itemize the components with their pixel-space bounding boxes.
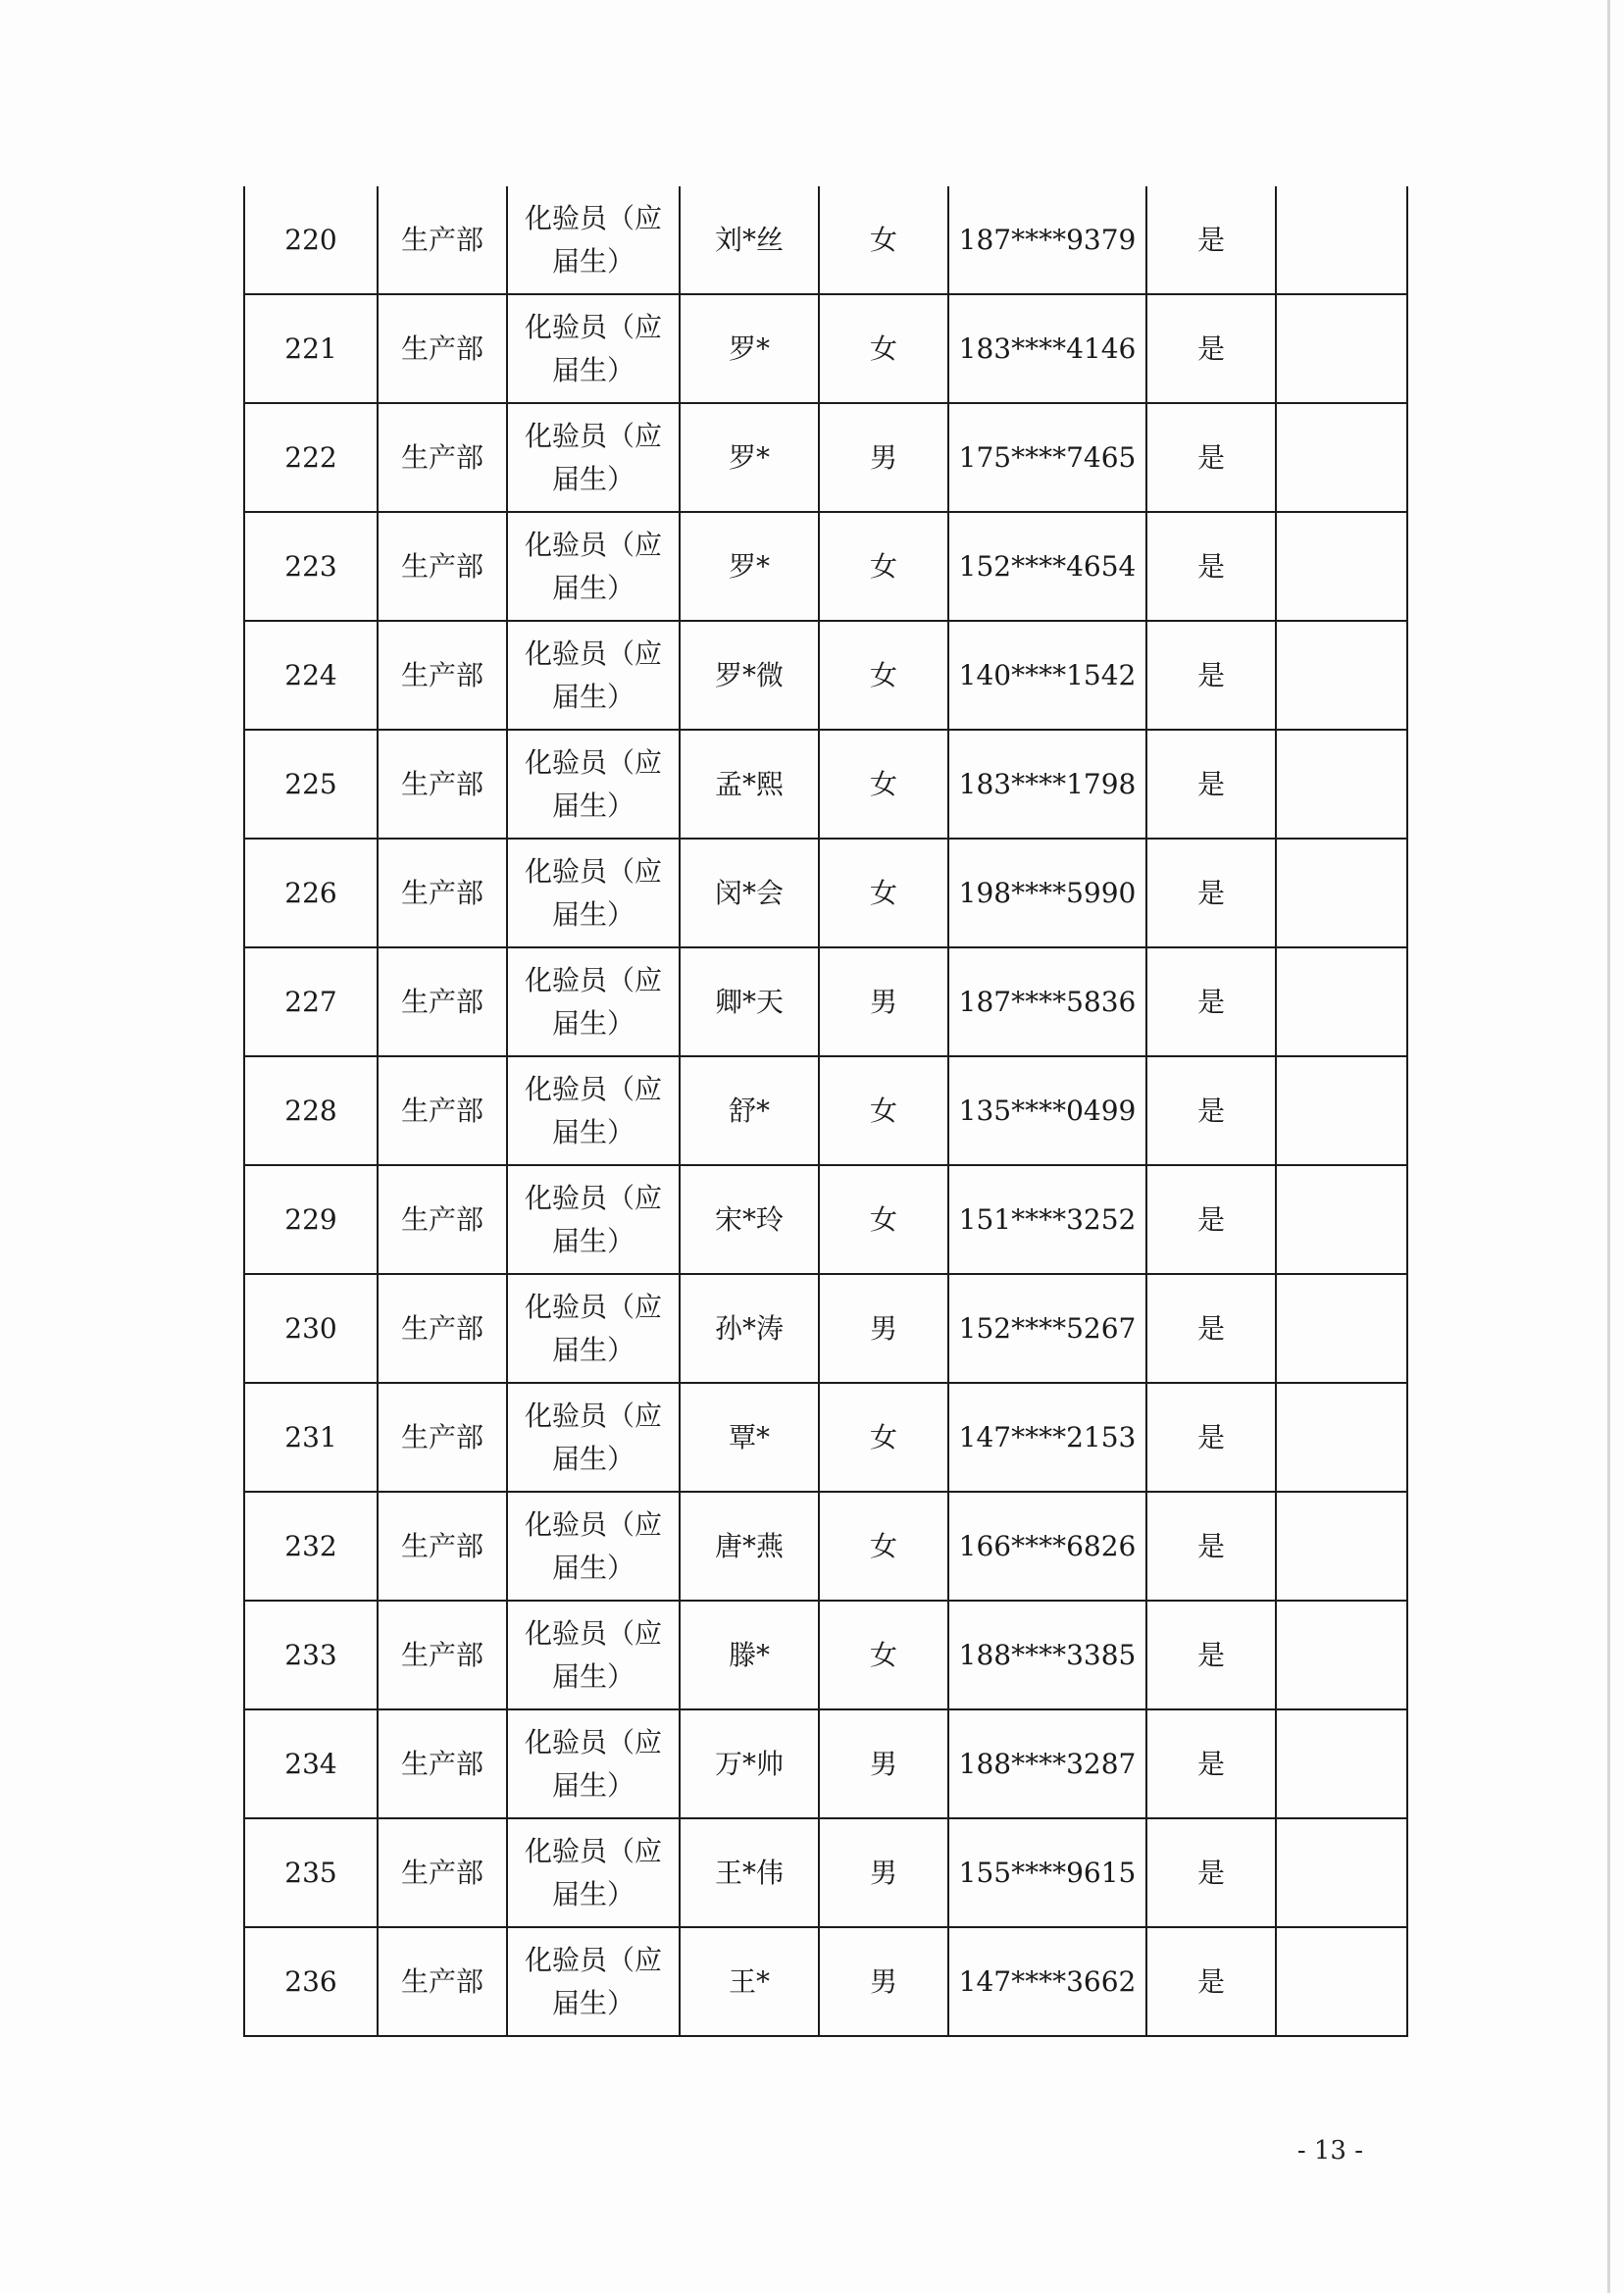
position (507, 1383, 680, 1492)
table-row (244, 1056, 1407, 1165)
qualified-flag: 是 (1146, 1601, 1276, 1709)
remarks (1276, 512, 1407, 621)
table-row (244, 403, 1407, 512)
position-line-1: 化验员（应 (524, 528, 662, 561)
position-line-2: 届生） (551, 353, 634, 386)
department: 生产部 (378, 1165, 507, 1274)
position-line-2: 届生） (551, 897, 634, 931)
department: 生产部 (378, 947, 507, 1056)
row-number: 220 (244, 186, 378, 294)
department: 生产部 (378, 621, 507, 730)
department: 生产部 (378, 403, 507, 512)
phone-number: 188****3385 (948, 1601, 1146, 1709)
position (507, 1927, 680, 2036)
qualified-flag: 是 (1146, 1056, 1276, 1165)
department: 生产部 (378, 730, 507, 839)
page-number: - 13 - (1296, 2136, 1363, 2166)
position (507, 947, 680, 1056)
candidate-name: 刘*丝 (680, 186, 819, 294)
phone-number: 175****7465 (948, 403, 1146, 512)
remarks (1276, 730, 1407, 839)
position-line-1: 化验员（应 (524, 1834, 662, 1867)
position-line-1: 化验员（应 (524, 1072, 662, 1105)
row-number: 222 (244, 403, 378, 512)
candidate-name: 滕* (680, 1601, 819, 1709)
position-line-1: 化验员（应 (524, 1399, 662, 1432)
candidate-name: 罗* (680, 512, 819, 621)
qualified-flag: 是 (1146, 294, 1276, 403)
position-line-2: 届生） (551, 1442, 634, 1475)
position-line-1: 化验员（应 (524, 1616, 662, 1650)
position-line-2: 届生） (551, 1006, 634, 1040)
position (507, 1601, 680, 1709)
phone-number: 147****3662 (948, 1927, 1146, 2036)
position (507, 512, 680, 621)
phone-number: 152****4654 (948, 512, 1146, 621)
position-line-1: 化验员（应 (524, 201, 662, 234)
position (507, 1492, 680, 1601)
position-line-2: 届生） (551, 1659, 634, 1693)
position-line-2: 届生） (551, 1768, 634, 1802)
qualified-flag: 是 (1146, 1818, 1276, 1927)
table-row (244, 1818, 1407, 1927)
position-line-1: 化验员（应 (524, 637, 662, 670)
row-number: 233 (244, 1601, 378, 1709)
remarks (1276, 1927, 1407, 2036)
candidate-name: 罗* (680, 403, 819, 512)
qualified-flag: 是 (1146, 947, 1276, 1056)
candidate-name: 罗* (680, 294, 819, 403)
department: 生产部 (378, 839, 507, 947)
candidate-name: 万*帅 (680, 1709, 819, 1818)
gender: 男 (819, 1274, 948, 1383)
position-line-2: 届生） (551, 789, 634, 822)
candidate-name: 孟*熙 (680, 730, 819, 839)
gender: 女 (819, 1492, 948, 1601)
department: 生产部 (378, 186, 507, 294)
position-line-2: 届生） (551, 244, 634, 278)
position (507, 1818, 680, 1927)
qualified-flag: 是 (1146, 1165, 1276, 1274)
position (507, 1274, 680, 1383)
phone-number: 187****9379 (948, 186, 1146, 294)
row-number: 234 (244, 1709, 378, 1818)
phone-number: 166****6826 (948, 1492, 1146, 1601)
gender: 女 (819, 186, 948, 294)
phone-number: 140****1542 (948, 621, 1146, 730)
table-row (244, 294, 1407, 403)
row-number: 223 (244, 512, 378, 621)
gender: 女 (819, 730, 948, 839)
position-line-1: 化验员（应 (524, 1290, 662, 1323)
phone-number: 152****5267 (948, 1274, 1146, 1383)
phone-number: 155****9615 (948, 1818, 1146, 1927)
row-number: 227 (244, 947, 378, 1056)
qualified-flag: 是 (1146, 1927, 1276, 2036)
position (507, 621, 680, 730)
scan-edge-line (1607, 0, 1610, 2293)
position (507, 403, 680, 512)
candidate-name: 罗*微 (680, 621, 819, 730)
qualified-flag: 是 (1146, 1274, 1276, 1383)
gender: 男 (819, 1818, 948, 1927)
remarks (1276, 403, 1407, 512)
roster-table (243, 186, 1408, 2037)
candidate-name: 卿*天 (680, 947, 819, 1056)
position (507, 1165, 680, 1274)
table-row (244, 186, 1407, 294)
qualified-flag: 是 (1146, 621, 1276, 730)
gender: 女 (819, 1056, 948, 1165)
department: 生产部 (378, 1709, 507, 1818)
gender: 女 (819, 1383, 948, 1492)
gender: 女 (819, 294, 948, 403)
gender: 女 (819, 621, 948, 730)
row-number: 226 (244, 839, 378, 947)
remarks (1276, 621, 1407, 730)
roster-table-body (244, 186, 1407, 2036)
candidate-name: 舒* (680, 1056, 819, 1165)
row-number: 235 (244, 1818, 378, 1927)
department: 生产部 (378, 1056, 507, 1165)
position (507, 294, 680, 403)
position (507, 730, 680, 839)
row-number: 230 (244, 1274, 378, 1383)
position-line-1: 化验员（应 (524, 1507, 662, 1541)
row-number: 224 (244, 621, 378, 730)
candidate-name: 王* (680, 1927, 819, 2036)
row-number: 229 (244, 1165, 378, 1274)
table-row (244, 1165, 1407, 1274)
position-line-2: 届生） (551, 680, 634, 713)
table-row (244, 1274, 1407, 1383)
position-line-1: 化验员（应 (524, 1181, 662, 1214)
remarks (1276, 1709, 1407, 1818)
position-line-2: 届生） (551, 1224, 634, 1257)
position (507, 839, 680, 947)
candidate-name: 孙*涛 (680, 1274, 819, 1383)
row-number: 221 (244, 294, 378, 403)
row-number: 228 (244, 1056, 378, 1165)
position-line-1: 化验员（应 (524, 963, 662, 996)
candidate-name: 覃* (680, 1383, 819, 1492)
phone-number: 188****3287 (948, 1709, 1146, 1818)
remarks (1276, 1274, 1407, 1383)
phone-number: 187****5836 (948, 947, 1146, 1056)
remarks (1276, 294, 1407, 403)
position-line-2: 届生） (551, 462, 634, 495)
position-line-2: 届生） (551, 1986, 634, 2019)
gender: 男 (819, 947, 948, 1056)
department: 生产部 (378, 1601, 507, 1709)
department: 生产部 (378, 1927, 507, 2036)
position-line-2: 届生） (551, 1877, 634, 1911)
candidate-name: 王*伟 (680, 1818, 819, 1927)
position-line-2: 届生） (551, 1551, 634, 1584)
position-line-1: 化验员（应 (524, 745, 662, 779)
remarks (1276, 1818, 1407, 1927)
phone-number: 151****3252 (948, 1165, 1146, 1274)
phone-number: 183****1798 (948, 730, 1146, 839)
phone-number: 198****5990 (948, 839, 1146, 947)
position-line-2: 届生） (551, 1115, 634, 1148)
qualified-flag: 是 (1146, 1709, 1276, 1818)
phone-number: 135****0499 (948, 1056, 1146, 1165)
gender: 女 (819, 1601, 948, 1709)
remarks (1276, 1383, 1407, 1492)
position-line-2: 届生） (551, 571, 634, 604)
remarks (1276, 186, 1407, 294)
row-number: 232 (244, 1492, 378, 1601)
table-row (244, 1927, 1407, 2036)
gender: 女 (819, 839, 948, 947)
gender: 女 (819, 512, 948, 621)
table-row (244, 621, 1407, 730)
position (507, 1709, 680, 1818)
position-line-1: 化验员（应 (524, 854, 662, 888)
qualified-flag: 是 (1146, 186, 1276, 294)
position-line-2: 届生） (551, 1333, 634, 1366)
department: 生产部 (378, 1383, 507, 1492)
table-row (244, 947, 1407, 1056)
table-row (244, 1709, 1407, 1818)
department: 生产部 (378, 1818, 507, 1927)
row-number: 231 (244, 1383, 378, 1492)
department: 生产部 (378, 1492, 507, 1601)
table-row (244, 730, 1407, 839)
row-number: 225 (244, 730, 378, 839)
position-line-1: 化验员（应 (524, 1943, 662, 1976)
qualified-flag: 是 (1146, 403, 1276, 512)
department: 生产部 (378, 512, 507, 621)
table-row (244, 512, 1407, 621)
row-number: 236 (244, 1927, 378, 2036)
remarks (1276, 1165, 1407, 1274)
table-row (244, 1601, 1407, 1709)
qualified-flag: 是 (1146, 512, 1276, 621)
gender: 男 (819, 1927, 948, 2036)
qualified-flag: 是 (1146, 1492, 1276, 1601)
position-line-1: 化验员（应 (524, 310, 662, 343)
remarks (1276, 947, 1407, 1056)
phone-number: 147****2153 (948, 1383, 1146, 1492)
phone-number: 183****4146 (948, 294, 1146, 403)
position (507, 186, 680, 294)
remarks (1276, 839, 1407, 947)
position-line-1: 化验员（应 (524, 419, 662, 452)
qualified-flag: 是 (1146, 839, 1276, 947)
remarks (1276, 1601, 1407, 1709)
position (507, 1056, 680, 1165)
gender: 女 (819, 1165, 948, 1274)
gender: 男 (819, 403, 948, 512)
table-row (244, 1492, 1407, 1601)
department: 生产部 (378, 1274, 507, 1383)
candidate-name: 唐*燕 (680, 1492, 819, 1601)
department: 生产部 (378, 294, 507, 403)
remarks (1276, 1056, 1407, 1165)
position-line-1: 化验员（应 (524, 1725, 662, 1758)
candidate-name: 闵*会 (680, 839, 819, 947)
candidate-name: 宋*玲 (680, 1165, 819, 1274)
remarks (1276, 1492, 1407, 1601)
qualified-flag: 是 (1146, 1383, 1276, 1492)
table-row (244, 839, 1407, 947)
gender: 男 (819, 1709, 948, 1818)
qualified-flag: 是 (1146, 730, 1276, 839)
table-row (244, 1383, 1407, 1492)
